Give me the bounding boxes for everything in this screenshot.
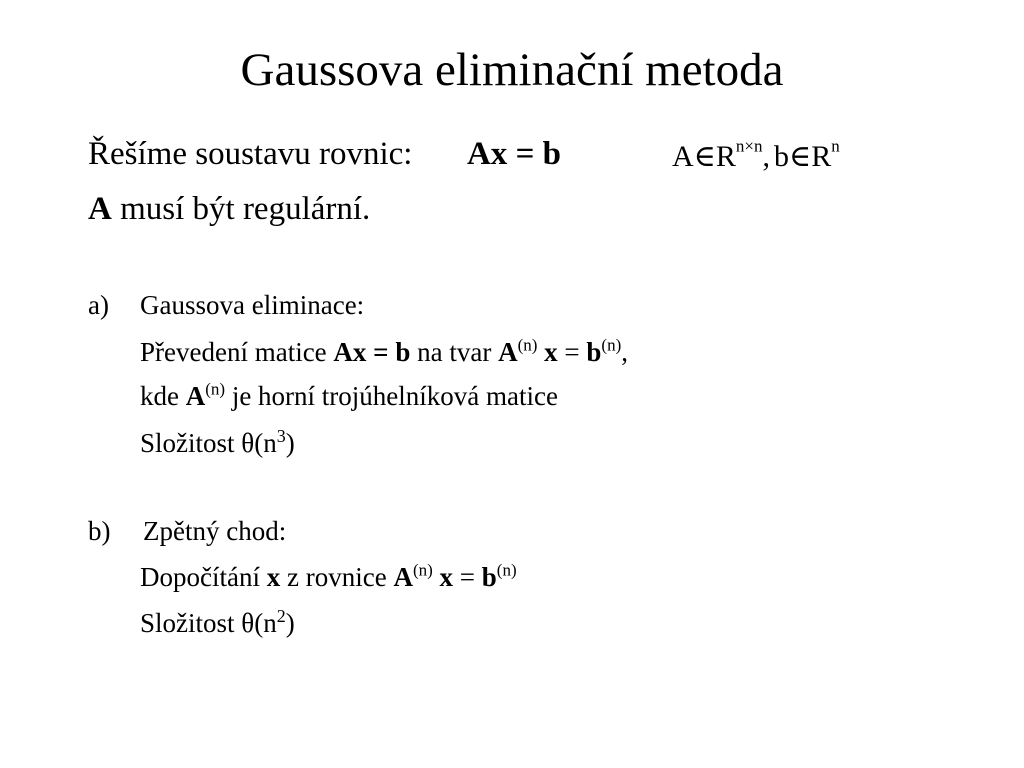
section-b-line1 [140,560,517,592]
formula-exponent: n [831,136,840,156]
complexity-exponent: 3 [276,426,286,447]
vector-x: x [439,562,454,592]
equation-b: b [542,136,561,172]
equation-eq: = [373,337,389,367]
membership-formula [672,136,840,173]
matrix-a: A [185,381,206,411]
system-line [88,138,561,171]
formula-r: R [715,140,736,173]
element-of-symbol: ∈ [693,140,716,173]
line-comma: , [621,337,628,367]
formula-exponent: n×n [735,136,763,156]
formula-a: A [672,140,694,173]
vector-b: b [481,562,497,592]
equation-eq: = [515,136,535,172]
formula-comma: , [762,140,770,173]
section-a-line2 [140,379,558,411]
element-of-symbol: ∈ [789,140,812,173]
section-a-marker: a) [88,290,109,320]
section-b-heading: Zpětný chod: [143,516,287,546]
superscript-n: (n) [517,335,538,355]
line-text: na tvar [417,337,492,367]
section-b-complexity [140,606,295,638]
regular-line [88,193,370,226]
formula-r: R [811,140,832,173]
line-text: kde [140,381,179,411]
matrix-a: A [393,562,413,592]
equation-eq: = [459,562,475,592]
superscript-n: (n) [205,379,226,399]
complexity-text: Složitost θ(n [140,428,277,458]
section-a-line1 [140,335,628,367]
superscript-n: (n) [412,560,433,580]
formula-b: b [774,140,789,173]
vector-x: x [544,337,558,367]
line-text: z rovnice [286,562,387,592]
section-a-heading: Gaussova eliminace: [140,290,365,320]
complexity-exponent: 2 [276,606,286,627]
equation-eq: = [564,337,580,367]
page-title: Gaussova eliminační metoda [240,44,784,96]
matrix-a: A [88,191,112,227]
line-text: je horní trojúhelníková matice [231,381,558,411]
superscript-n: (n) [496,560,517,580]
regular-text: musí být regulární. [120,191,371,227]
complexity-text: Složitost θ(n [140,608,277,638]
equation-ax: Ax [333,337,367,367]
vector-b: b [586,337,602,367]
equation-b: b [395,337,411,367]
line-text: Převedení matice [140,337,327,367]
system-label: Řešíme soustavu rovnic: [88,136,413,172]
superscript-n: (n) [601,335,622,355]
section-b-marker: b) [88,516,111,546]
equation-ax: Ax [466,136,508,172]
section-a-complexity [140,426,295,458]
complexity-close: ) [285,608,295,638]
line-text: Dopočítání [140,562,260,592]
vector-x: x [266,562,281,592]
complexity-close: ) [285,428,295,458]
matrix-a: A [498,337,518,367]
